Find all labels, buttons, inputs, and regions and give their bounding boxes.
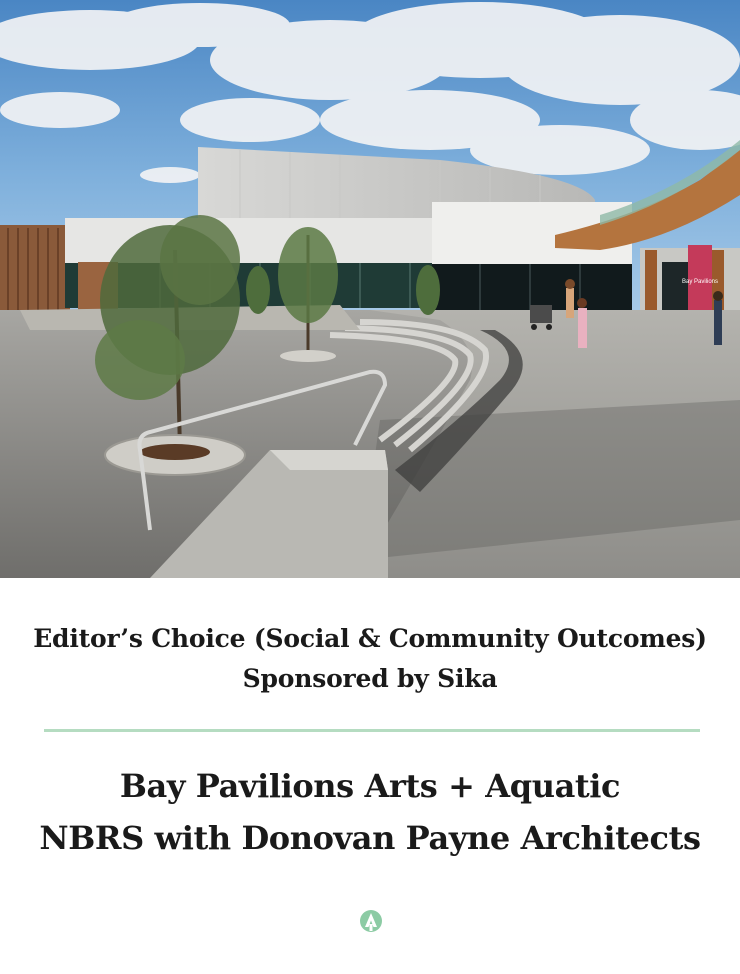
timber-building [0, 225, 70, 315]
awards-logo-icon [359, 908, 383, 934]
project-name: Bay Pavilions Arts + Aquatic [119, 767, 621, 805]
divider [44, 729, 700, 732]
award-sponsor: Sponsored by Sika [242, 664, 498, 693]
award-category: Editor’s Choice (Social & Community Outcomes) [33, 624, 707, 653]
project-architects: NBRS with Donovan Payne Architects [39, 819, 701, 857]
banner-text: Bay Pavilions [681, 279, 719, 285]
